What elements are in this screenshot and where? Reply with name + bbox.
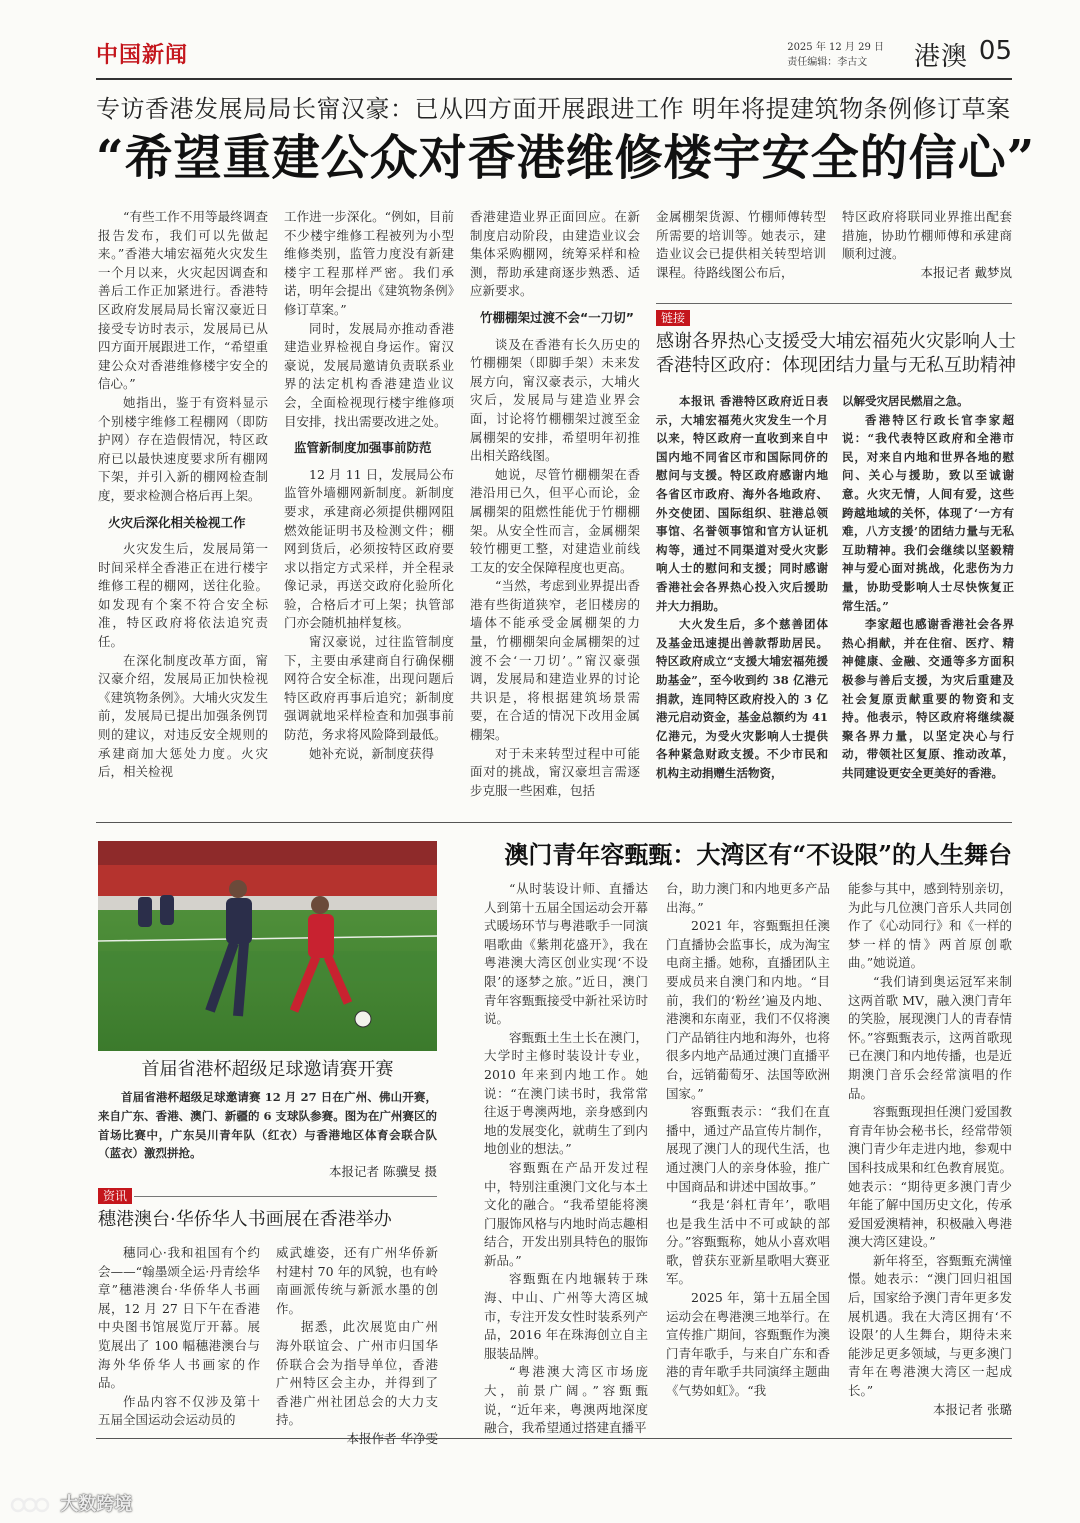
link-paragraph: 大火发生后，多个慈善团体及基金迅速提出善款帮助居民。特区政府成立“支援大埔宏福苑援助基金”，至今收到约 38 亿港元捐款，连同特区政府投入的 3 亿港元启动资金，基金总额约为 41 亿港元，为受火灾影响人士提供各种紧急财政支援。不少市民和机构主动捐赠生活物资， [656, 617, 828, 780]
macao-column-1 [484, 880, 648, 1436]
lead-paragraph: 工作进一步深化。“例如，目前不少楼宇维修工程被列为小型维修类别，监管力度没有新建楼宇工程那样严密。我们承诺，明年会提出《建筑物条例》修订草案。” [284, 209, 454, 317]
info-byline [276, 1430, 438, 1449]
lead-column-3 [470, 208, 640, 808]
lead-paragraph: “有些工作不用等最终调查报告发布，我们可以先做起来。”香港大埔宏福苑火灾发生一个月以来，火灾起因调查和善后工作正加紧进行。香港特区政府发展局局长甯汉豪近日接受专访时表示，发展局已从四方面开展跟进工作，“希望重建公众对香港维修楼宇安全的信心。” [98, 209, 268, 392]
football-match-image [98, 841, 437, 1051]
info-tag: 资讯 [98, 1188, 132, 1204]
byline-text: 本报作者 华净雯 [346, 1430, 438, 1446]
info-paragraph: 穗同心·我和祖国有个约会——“翰墨颂全运·丹青绘华章”穗港澳台·华侨华人书画展，12 月 27 日下午在香港中央图书馆展览厅开幕。展览展出了 100 幅穗港澳台与海外华侨华人书画家的作品。 [98, 1245, 260, 1391]
link-paragraph: 李家超也感谢香港社会各界热心捐献，并在住宿、医疗、精神健康、金融、交通等多方面积极参与善后支援，为灾后重建及社会复原贡献重要的物资和支持。他表示，特区政府将继续凝聚各界力量，以坚定决心与行动，带领社区复原、推动改革，共同建设更安全更美好的香港。 [842, 617, 1014, 780]
newspaper-logo: 中国新闻 [96, 42, 189, 68]
lead-headline: “希望重建公众对香港维修楼宇安全的信心” [96, 130, 1036, 186]
macao-paragraph: 新年将至，容甄甄充满憧憬。她表示：“澳门回归祖国后，国家给予澳门青年更多发展机遇。我在大湾区拥有‘不设限’的人生舞台，期待未来能涉足更多领域，与更多澳门青年在粤港澳大湾区一起成长。” [848, 1252, 1012, 1399]
dateline [787, 40, 884, 70]
caption-text: 首届省港杯超级足球邀请赛 12 月 27 日在广州、佛山开赛，来自广东、香港、澳门、新疆的 6 支球队参赛。图为在广州赛区的首场比赛中，广东吴川青年队（红衣）与香港地区体育会联合队（蓝衣）激烈拼抢。 [98, 1090, 437, 1161]
macao-column-2 [666, 880, 830, 1428]
photo-caption [98, 1088, 437, 1182]
info-title: 穗港澳台·华侨华人书画展在香港举办 [98, 1209, 392, 1230]
lead-paragraph: “当然，考虑到业界提出香港有些街道狭窄，老旧楼房的墙体不能承受金属棚架的力量，竹棚棚架向金属棚架的过渡不会‘一刀切’。”甯汉豪强调，发展局和建造业界的讨论共识是，将根据建筑场景需要，在合适的情况下改用金属棚架。 [470, 578, 640, 743]
page-number: 05 [978, 36, 1012, 66]
lead-subhead: 火灾后深化相关检视工作 [108, 514, 246, 530]
macao-paragraph: 容甄甄表示：“我们在直播中，通过产品宣传片制作，展现了澳门人的现代生活，也通过澳门人的亲身体验，推广中国商品和讲述中国故事。” [666, 1104, 830, 1194]
masthead [96, 34, 1012, 76]
macao-paragraph: 2025 年，第十五届全国运动会在粤港澳三地举行。在宣传推广期间，容甄甄作为澳门青年歌手，与来自广东和香港的青年歌手共同演绎主题曲《气势如虹》。“我 [666, 1290, 830, 1399]
masthead-rule [96, 78, 1012, 80]
lead-paragraph: 她补充说，新制度获得 [309, 745, 435, 761]
watermark-logo-icon [10, 1495, 50, 1515]
info-paragraph: 作品内容不仅涉及第十五届全国运动会运动员的 [98, 1393, 260, 1428]
info-column-2 [276, 1244, 438, 1446]
link-paragraph: 以解受灾居民燃眉之急。 [842, 394, 969, 408]
lead-subhead: 竹棚棚架过渡不会“一刀切” [480, 309, 634, 325]
issue-date: 2025 年 12 月 29 日 [787, 42, 884, 53]
link-paragraph: 香港特区行政长官李家超说：“我代表特区政府和全港市民，对来自内地和世界各地的慰问、关心与援助，致以至诚谢意。火灾无情，人间有爱，这些跨越地域的关怀，体现了‘一方有难，八方支援’的团结力量与无私互助精神。我们会继续以坚毅精神与爱心面对挑战，化悲伤为力量，协助受影响人士尽快恢复正常生活。” [842, 412, 1014, 613]
link-column-1 [656, 392, 828, 812]
watermark [10, 1490, 132, 1516]
macao-paragraph: 容甄甄在内地辗转于珠海、中山、广州等大湾区城市，专注开发女性时装系列产品，2016 年在珠海创立自主服装品牌。 [484, 1271, 648, 1361]
link-box-rule [656, 303, 1012, 304]
macao-paragraph: 台，助力澳门和内地更多产品出海。” [666, 881, 830, 915]
byline-text: 本报记者 陈骥旻 摄 [329, 1164, 437, 1180]
lead-paragraph: 金属棚架货源、竹棚师傅转型所需要的培训等。她表示，建造业议会已提供相关转型培训课程。待路线图公布后， [656, 209, 826, 280]
macao-headline: 澳门青年容甄甄：大湾区有“不设限”的人生舞台 [504, 840, 1012, 869]
section-divider [96, 822, 1012, 823]
macao-paragraph: 容甄甄在产品开发过程中，特别注重澳门文化与本土文化的融合。“我希望能将澳门服饰风格与内地时尚志趣相结合，开发出别具特色的服饰新品。” [484, 1159, 648, 1268]
lead-paragraph: 对于未来转型过程中可能面对的挑战，甯汉豪坦言需逐步克服一些困难，包括 [470, 745, 640, 798]
lead-paragraph: 香港建造业界正面回应。在新制度启动阶段，由建造业议会集体采购棚网，统筹采样和检测，帮助承建商逐步熟悉、适应新要求。 [470, 209, 640, 299]
macao-paragraph: 容甄甄现担任澳门爱国教育青年协会秘书长，经常带领澳门青少年走进内地，参观中国科技成果和红色教育展览。她表示：“期待更多澳门青少年能了解中国历史文化，传承爱国爱澳精神，积极融入粤港澳大湾区建设。” [848, 1104, 1012, 1250]
watermark-text: 大数跨境 [60, 1494, 133, 1515]
football-photo [98, 841, 437, 1051]
link-title-line-1: 感谢各界热心支援受大埔宏福苑火灾影响人士 [656, 331, 1016, 352]
lead-paragraph: 谈及在香港有长久历史的竹棚棚架（即脚手架）未来发展方向，甯汉豪表示，大埔火灾后，发展局与建造业界会面，讨论将竹棚棚架过渡至金属棚架的安排，希望明年初推出相关路线图。 [470, 336, 640, 464]
lead-paragraph: 12 月 11 日，发展局公布监管外墙棚网新制度。新制度要求，承建商必须提供棚网阻燃效能证明书及检测文件；棚网到货后，必须按特区政府要求以指定方式采样，并全程录像记录，再送交政府化验所化验，合格后才可上架；执管部门亦会随机抽样复核。 [284, 466, 454, 631]
lead-column-1 [98, 208, 268, 808]
responsible-editor: 责任编辑：李古文 [787, 57, 868, 68]
lead-byline [842, 264, 1012, 283]
macao-paragraph: 能参与其中，感到特别亲切，为此与几位澳门音乐人共同创作了《心动同行》和《一样的梦一样的情》两首原创歌曲。”她说道。 [848, 881, 1012, 971]
lead-paragraph: 特区政府将联同业界推出配套措施，协助竹棚师傅和承建商顺利过渡。 [842, 209, 1012, 262]
byline-text: 本报记者 张璐 [933, 1401, 1012, 1417]
lead-paragraph: 她说，尽管竹棚棚架在香港沿用已久，但平心而论，金属棚架的阻燃性能优于竹棚棚架。从安全性而言，金属棚架较竹棚更工整，对建造业前线工友的安全保障程度也更高。 [470, 466, 640, 575]
macao-paragraph: “从时装设计师、直播达人到第十五届全国运动会开幕式暖场环节与粤港歌手一同演唱歌曲《紫荆花盛开》，我在粤港澳大湾区创业实现‘不设限’的逐梦之旅。”近日，澳门青年容甄甄接受中新社采访时说。 [484, 881, 648, 1027]
link-paragraph: 本报讯 香港特区政府近日表示，大埔宏福苑火灾发生一个月以来，特区政府一直收到来自中国内地不同省区市和国际同侪的慰问与支援。特区政府感谢内地各省区市政府、海外各地政府、外交使团、国际组织、驻港总领事馆、名誉领事馆和官方认证机构等，通过不同渠道对受火灾影响人士的慰问和支援；同时感谢香港社会各界热心投入灾后援助并大力捐助。 [656, 394, 828, 613]
footer-rule [96, 1438, 1012, 1439]
macao-paragraph: “粤港澳大湾区市场庞大，前景广阔。”容甄甄说，“近年来，粤澳两地深度融合，我希望通过搭建直播平 [484, 1364, 648, 1436]
link-column-2 [842, 392, 1014, 812]
photo-title: 首届省港杯超级足球邀请赛开赛 [141, 1059, 394, 1080]
macao-paragraph: 2021 年，容甄甄担任澳门直播协会监事长，成为淘宝电商主播。她称，直播团队主要成员来自澳门和内地。“目前，我们的‘粉丝’遍及内地、港澳和东南亚，我们不仅将澳门产品销往内地和海外，也将很多内地产品通过澳门直播平台，远销葡萄牙、法国等欧洲国家。” [666, 918, 830, 1101]
macao-byline [848, 1401, 1012, 1420]
lead-paragraph: 在深化制度改革方面，甯汉豪介绍，发展局正加快检视《建筑物条例》。大埔火灾发生前，发展局已提出加强条例罚则的建议，对违反安全规则的承建商加大惩处力度。火灾后，相关检视 [98, 652, 268, 780]
macao-paragraph: “我是‘斜杠青年’，歌唱也是我生活中不可或缺的部分。”容甄甄称，她从小喜欢唱歌，曾获东亚新星歌唱大赛亚军。 [666, 1197, 830, 1287]
macao-paragraph: “我们请到奥运冠军来制这两首歌 MV，融入澳门青年的笑脸，展现澳门人的青春情怀。”容甄甄表示，这两首歌现已在澳门和内地传播，也是近期澳门音乐会经常演唱的作品。 [848, 973, 1012, 1101]
section-name: 港澳 [913, 42, 968, 72]
byline-text: 本报记者 戴梦岚 [920, 264, 1012, 280]
lead-column-5 [842, 208, 1012, 298]
info-rule [134, 1196, 437, 1197]
info-paragraph: 据悉，此次展览由广州海外联谊会、广州市归国华侨联合会为指导单位，香港广州特区会主办，并得到了香港广州社团总会的大力支持。 [276, 1319, 438, 1428]
lead-paragraph: 甯汉豪说，过往监管制度下，主要由承建商自行确保棚网符合安全标准，出现问题后特区政府再事后追究；新制度强调就地采样检查和加强事前防范，务求将风险降到最低。 [284, 634, 454, 743]
macao-column-3 [848, 880, 1012, 1428]
lead-paragraph: 同时，发展局亦推动香港建造业界检视自身运作。甯汉豪说，发展局邀请负责联系业界的法定机构香港建造业议会，全面检视现行楼宇维修项目安排，找出需要改进之处。 [284, 320, 454, 429]
photo-byline [98, 1163, 437, 1182]
info-paragraph: 威武雄姿，还有广州华侨新村建村 70 年的风貌，也有岭南画派传统与新派水墨的创作。 [276, 1245, 438, 1316]
lead-kicker: 专访香港发展局局长甯汉豪：已从四方面开展跟进工作 明年将提建筑物条例修订草案 [96, 95, 1011, 123]
lead-paragraph: 她指出，鉴于有资料显示个别楼宇维修工程棚网（即防护网）存在造假情况，特区政府已以最快速度要求所有棚网下架，并引入新的棚网检查制度，要求检测合格后再上架。 [98, 394, 268, 503]
info-column-1 [98, 1244, 260, 1428]
lead-paragraph: 火灾发生后，发展局第一时间采样全香港正在进行楼宇维修工程的棚网，送往化验。如发现有个案不符合安全标准，特区政府将依法追究责任。 [98, 541, 268, 650]
link-title-line-2: 香港特区政府：体现团结力量与无私互助精神 [656, 355, 1016, 376]
lead-subhead: 监管新制度加强事前防范 [294, 440, 432, 456]
lead-column-2 [284, 208, 454, 808]
lead-column-4 [656, 208, 826, 288]
macao-paragraph: 容甄甄土生土长在澳门，大学时主修时装设计专业，2010 年来到内地工作。她说：“在澳门读书时，我常常往返于粤澳两地，亲身感到内地的发展变化，就萌生了到内地创业的想法。” [484, 1029, 648, 1157]
link-tag: 链接 [656, 310, 690, 326]
